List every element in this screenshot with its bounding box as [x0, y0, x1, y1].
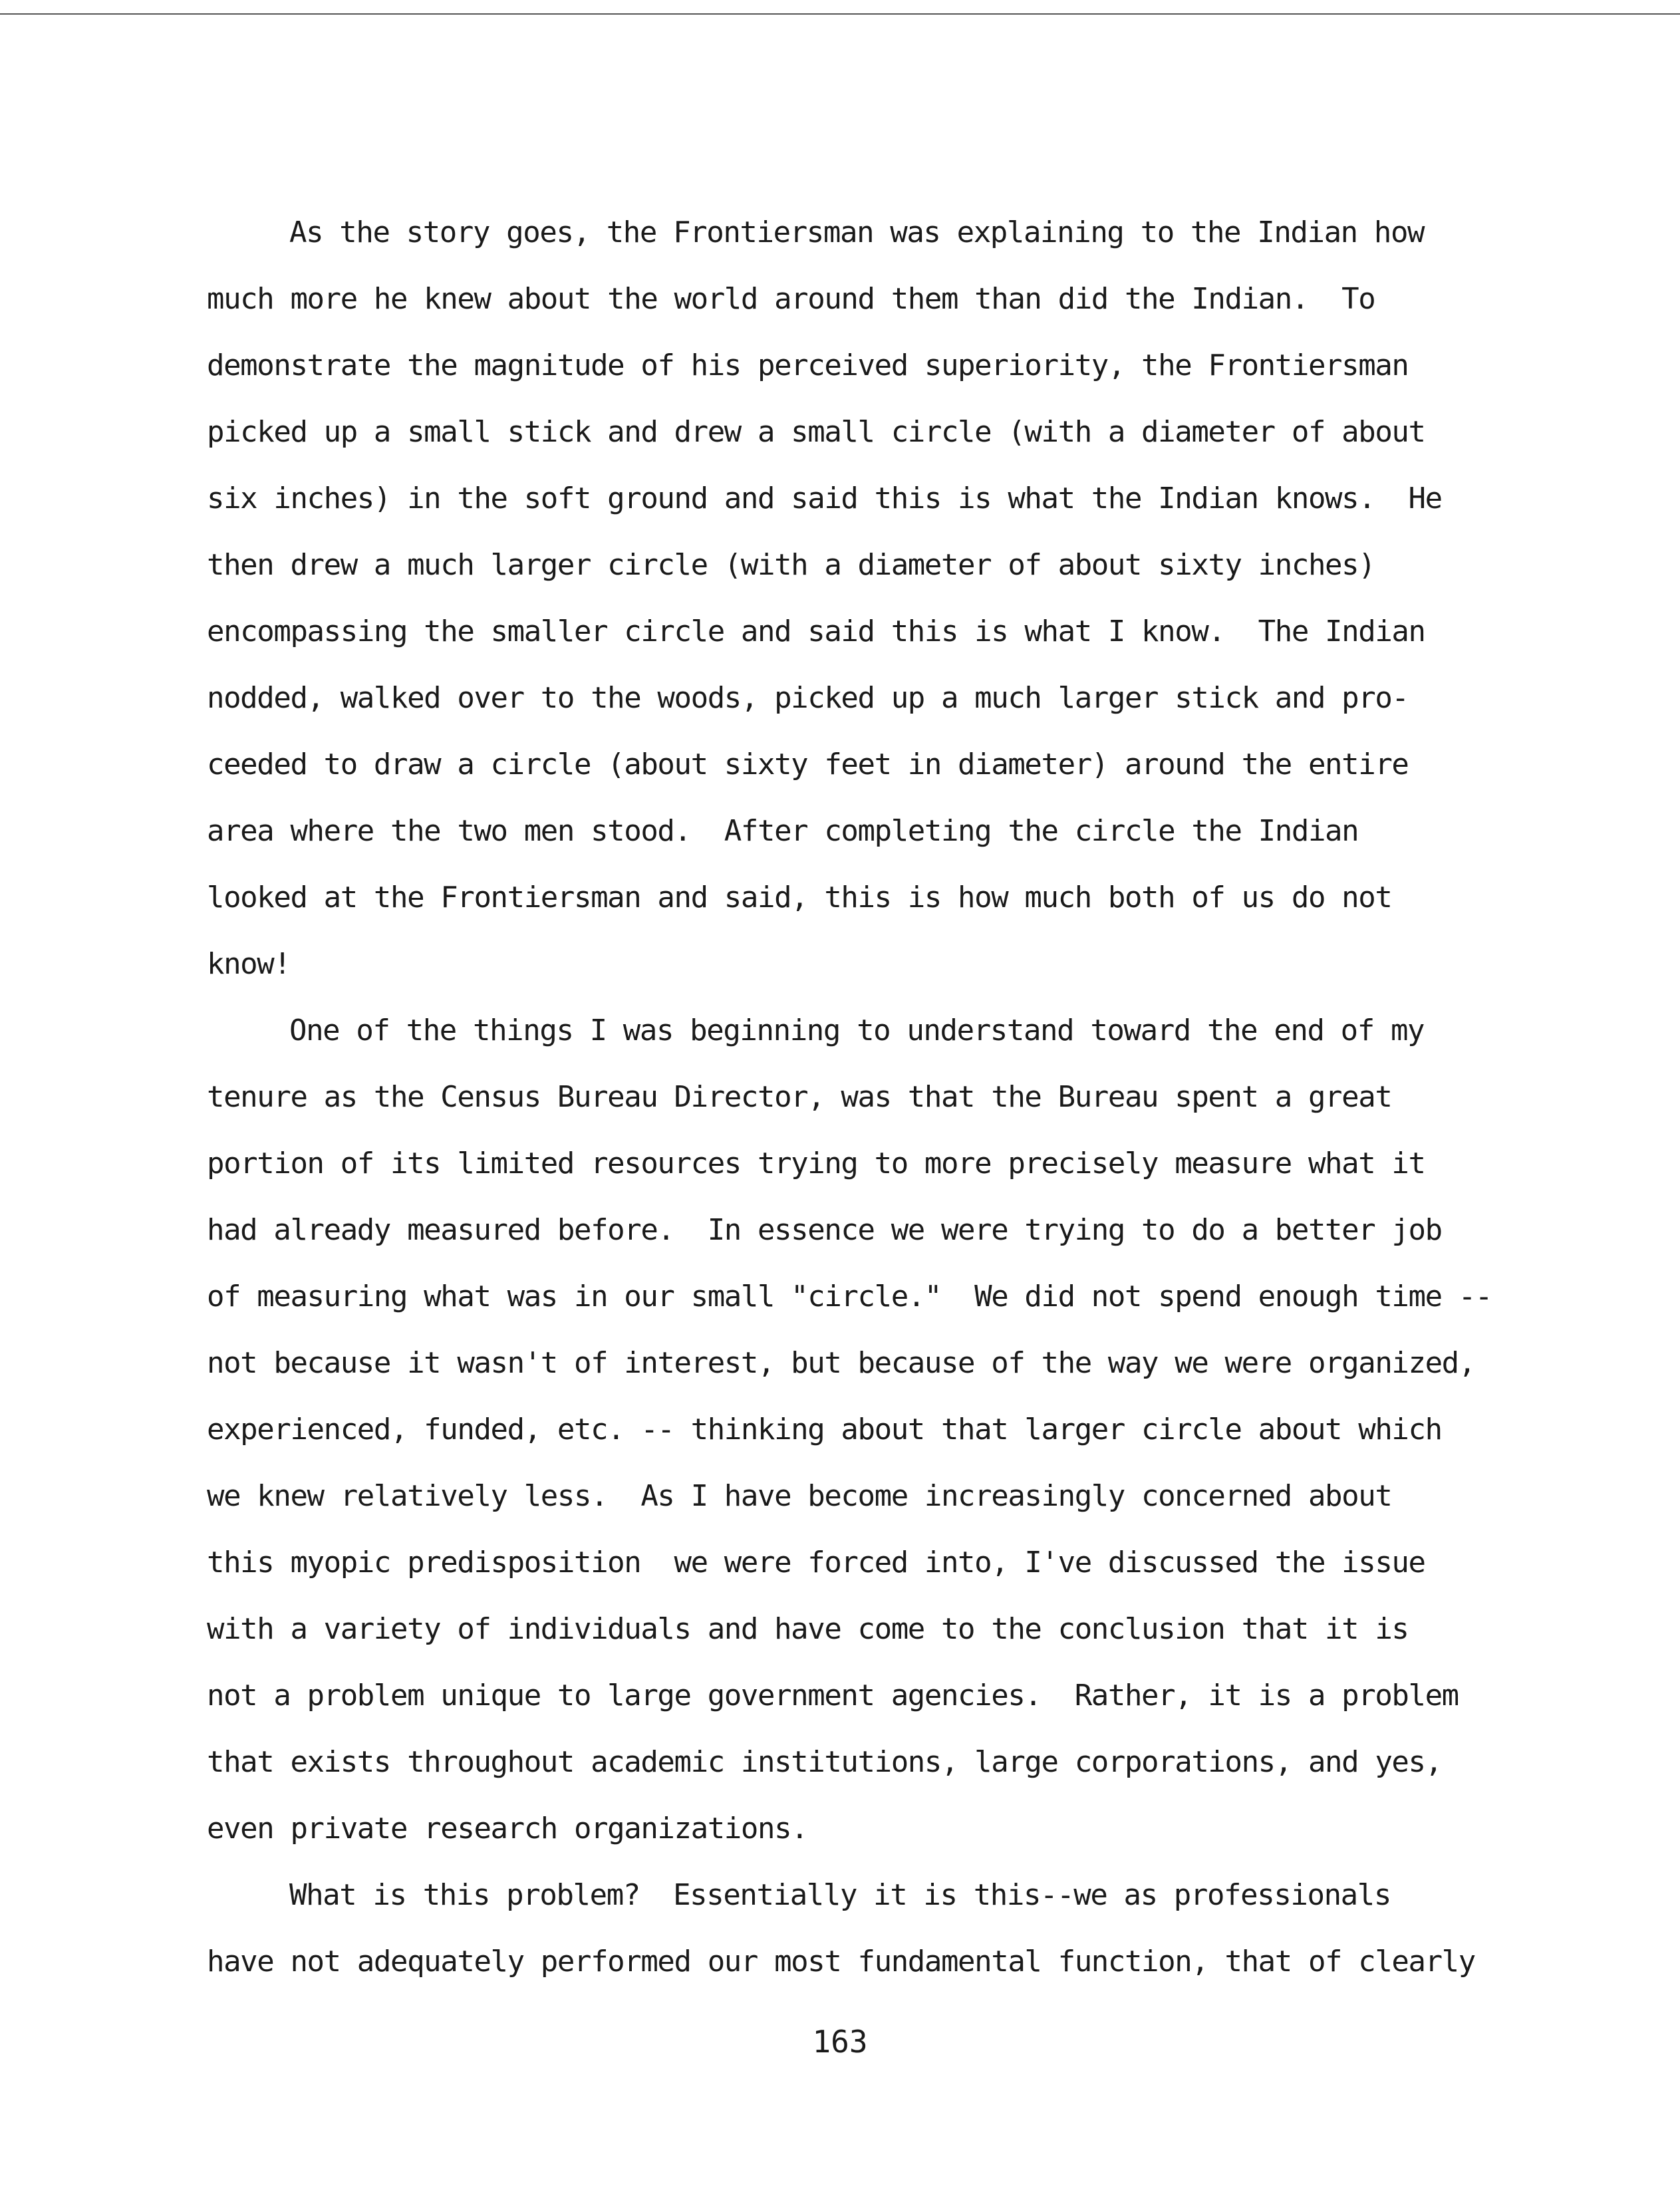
- text-line: area where the two men stood. After completing the circle the Indian: [207, 814, 1359, 848]
- text-line: much more he knew about the world around them than did the Indian. To: [207, 282, 1375, 316]
- paragraph-census-bureau: [207, 998, 1504, 1862]
- page-body: [207, 200, 1504, 1995]
- text-line: looked at the Frontiersman and said, this is how much both of us do not: [207, 881, 1392, 914]
- text-line: picked up a small stick and drew a small circle (with a diameter of about: [207, 415, 1425, 449]
- paragraph-what-is-problem: [207, 1862, 1504, 1995]
- text-line: demonstrate the magnitude of his perceived superiority, the Frontiersman: [207, 348, 1409, 382]
- page-number: 163: [812, 2024, 868, 2060]
- text-line: One of the things I was beginning to understand toward the end of my: [289, 1014, 1425, 1047]
- paragraph-frontiersman-story: [207, 200, 1504, 998]
- text-line: we knew relatively less. As I have become increasingly concerned about: [207, 1479, 1392, 1513]
- text-line: encompassing the smaller circle and said this is what I know. The Indian: [207, 615, 1425, 648]
- text-line: that exists throughout academic institutions, large corporations, and yes,: [207, 1745, 1442, 1779]
- text-line: ceeded to draw a circle (about sixty feet in diameter) around the entire: [207, 748, 1409, 781]
- text-line: What is this problem? Essentially it is this--we as professionals: [289, 1878, 1391, 1912]
- text-line: had already measured before. In essence we were trying to do a better job: [207, 1213, 1442, 1247]
- text-line: tenure as the Census Bureau Director, was that the Bureau spent a great: [207, 1080, 1392, 1114]
- text-line: not because it wasn't of interest, but because of the way we were organized,: [207, 1346, 1475, 1380]
- text-line: not a problem unique to large government agencies. Rather, it is a problem: [207, 1679, 1459, 1712]
- text-line: As the story goes, the Frontiersman was explaining to the Indian how: [289, 215, 1425, 249]
- text-line: have not adequately performed our most fundamental function, that of clearly: [207, 1945, 1475, 1979]
- text-line: nodded, walked over to the woods, picked up a much larger stick and pro-: [207, 681, 1409, 715]
- text-line: even private research organizations.: [207, 1812, 808, 1846]
- text-line: with a variety of individuals and have come to the conclusion that it is: [207, 1612, 1409, 1646]
- text-line: of measuring what was in our small "circle." We did not spend enough time --: [207, 1280, 1492, 1313]
- text-line: then drew a much larger circle (with a diameter of about sixty inches): [207, 548, 1375, 582]
- top-rule: [0, 13, 1680, 15]
- text-line: experienced, funded, etc. -- thinking about that larger circle about which: [207, 1413, 1442, 1446]
- text-line: this myopic predisposition we were forced into, I've discussed the issue: [207, 1546, 1425, 1579]
- text-line: portion of its limited resources trying to more precisely measure what it: [207, 1147, 1425, 1180]
- text-line: six inches) in the soft ground and said this is what the Indian knows. He: [207, 481, 1442, 515]
- text-line: know!: [207, 947, 291, 981]
